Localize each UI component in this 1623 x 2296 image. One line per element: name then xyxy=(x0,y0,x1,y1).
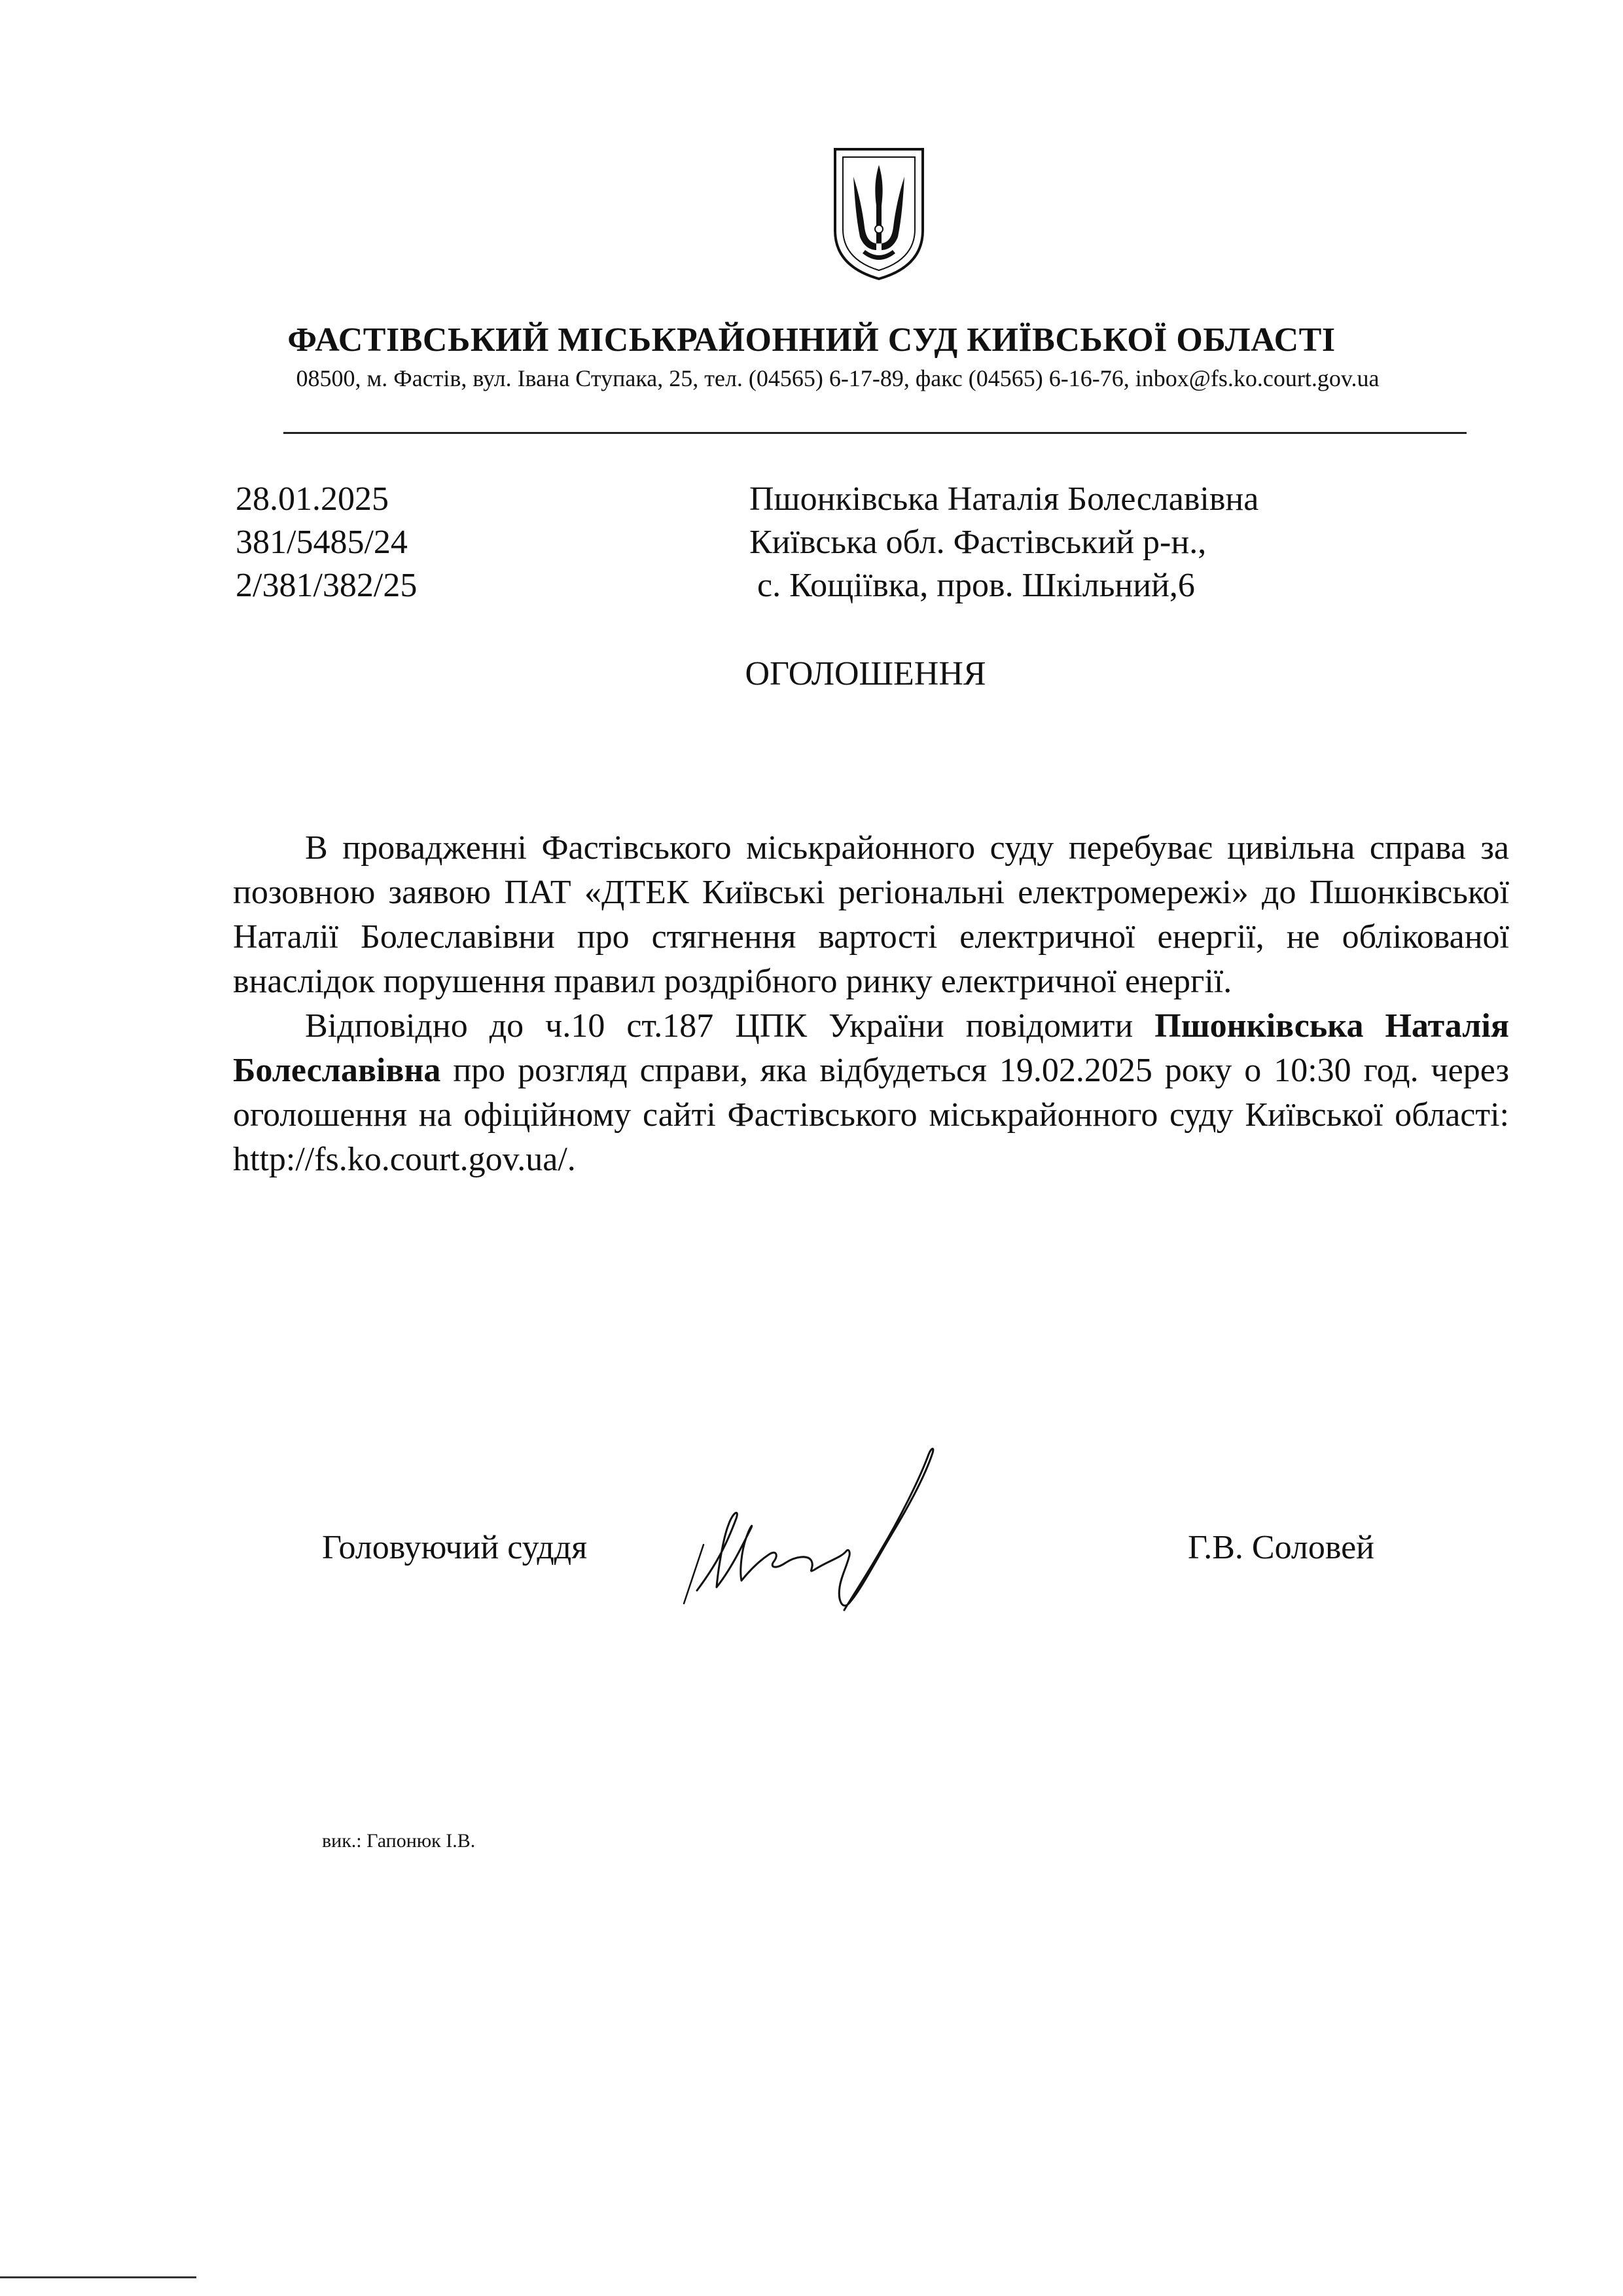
body-paragraph: В провадженні Фастівського міськрайонного суду перебуває цивільна справа за позовною заявою ПАТ «ДТЕК Київські регіональні електромережі» до Пшонківської Наталії Болеславівни про стягнення вартості електричної енергії, не облікованої внаслідок порушення правил роздрібного ринку електричної енергії. xyxy=(233,829,1509,1000)
announcement-body xyxy=(233,826,1509,1182)
executor-note: вик.: Гапонюк І.В. xyxy=(322,1830,476,1852)
recipient-block xyxy=(749,478,1258,607)
handwritten-signature xyxy=(677,1440,1005,1636)
trident-emblem-icon xyxy=(830,145,928,283)
document-date: 28.01.2025 xyxy=(236,480,389,518)
judge-name: Г.В. Соловей xyxy=(1188,1529,1374,1566)
recipient-name: Пшонківська Наталія Болеславівна xyxy=(749,480,1259,518)
header-divider xyxy=(283,432,1467,434)
document-meta xyxy=(236,478,417,607)
court-name: ФАСТІВСЬКИЙ МІСЬКРАЙОННИЙ СУД КИЇВСЬКОЇ ОБЛАСТІ xyxy=(287,321,1336,359)
case-number: 381/5485/24 xyxy=(236,524,408,561)
document-heading: ОГОЛОШЕННЯ xyxy=(745,655,986,692)
party-name: Пшонківська Наталія Болеславівна xyxy=(233,1007,1509,1089)
signature-label: Головуючий суддя xyxy=(322,1529,588,1566)
recipient-address-line: Київська обл. Фастівський р-н., xyxy=(749,524,1207,561)
body-text-end: про розгляд справи, яка відбудеться 19.02.2025 року о 10:30 год. через оголошення на офіційному сайті Фастівського міськрайонного суду Київської області: http://fs.ko.court.gov.ua/. xyxy=(233,1052,1509,1178)
body-text-start: Відповідно до ч.10 ст.187 ЦПК України повідомити xyxy=(305,1007,1155,1045)
proceeding-number: 2/381/382/25 xyxy=(236,567,418,604)
body-paragraph xyxy=(233,1004,1509,1182)
page-edge-mark xyxy=(0,2276,196,2278)
recipient-address-line: с. Кощіївка, пров. Шкільний,6 xyxy=(757,567,1195,604)
court-address: 08500, м. Фастів, вул. Івана Ступака, 25, тел. (04565) 6-17-89, факс (04565) 6-16-76, inbox@fs.ko.court.gov.ua xyxy=(296,365,1380,391)
